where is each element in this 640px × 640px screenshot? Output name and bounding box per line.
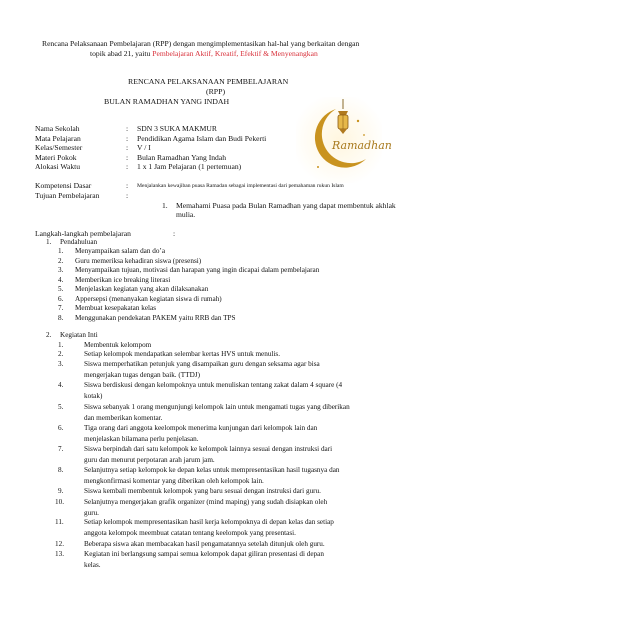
kegiatan-inti-item-num: 4. [58,381,64,389]
pendahuluan-item: Menggunakan pendekatan PAKEM yaitu RRB dan TPS [75,313,236,322]
document-title: RENCANA PELAKSANAAN PEMBELAJARAN [128,77,289,86]
info-colon: : [126,152,129,162]
kegiatan-inti-item-line: mengkonfirmasi komentar yang diberikan oleh kelompok lain. [84,476,264,485]
tujuan-item-line-1: Memahami Puasa pada Bulan Ramadhan yang dapat membentuk akhlak [176,201,396,210]
kegiatan-inti-item-num: 10. [55,498,64,506]
info-colon: : [126,143,129,153]
pendahuluan-item-num: 7. [58,304,64,312]
langkah-colon: : [173,229,176,238]
kegiatan-inti-item-line: menjelaskan bilamana perlu penjelasan. [84,434,199,443]
langkah-label: Langkah-langkah pembelajaran [35,229,131,238]
kompetensi-value: Menjalankan kewajiban puasa Ramadan sebagai implementasi dari pemahaman rukun Islam [137,183,344,189]
kegiatan-inti-item-line: mengerjakan tugas dengan baik. (TTDJ) [84,370,200,379]
kegiatan-inti-item-num: 6. [58,424,64,432]
kegiatan-inti-item-line: Membentuk kelompom [84,341,152,349]
kegiatan-inti-item-num: 1. [58,341,64,349]
pendahuluan-item: Memberikan ice breaking literasi [75,275,171,284]
pendahuluan-title: Pendahuluan [60,238,98,246]
tujuan-colon: : [126,191,129,200]
pendahuluan-item-num: 8. [58,313,64,322]
pendahuluan-item-num: 4. [58,275,64,284]
kegiatan-inti-item-num: 5. [58,403,64,411]
intro-line-1: Rencana Pelaksanaan Pembelajaran (RPP) dengan mengimplementasikan hal-hal yang berkaitan dengan [42,39,360,48]
info-label: Mata Pelajaran [35,133,81,143]
info-label: Nama Sekolah [35,124,80,133]
kegiatan-inti-item-num: 11. [55,518,64,526]
kegiatan-inti-item-num: 8. [58,466,64,474]
pendahuluan-item: Menyampaikan tujuan, motivasi dan harapan yang ingin dicapai dalam pembelajaran [75,266,320,274]
kegiatan-inti-num: 2. [46,331,52,339]
kegiatan-inti-item-line: Kegiatan ini berlangsung sampai semua kelompok dapat giliran presentasi di depan [84,550,324,558]
kegiatan-inti-item-num: 9. [58,487,64,495]
pendahuluan-item: Menyampaikan salam dan do’a [75,247,166,255]
tujuan-item-line-2: mulia. [176,210,196,219]
kegiatan-inti-item-line: guru dan menurut perpotaran arah jarum jam. [84,455,215,464]
kegiatan-inti-item-line: Selanjutnya mengerjakan grafik organizer (mind maping) yang sudah disiapkan oleh [84,498,328,506]
intro-line-2 [90,49,318,60]
pendahuluan-item-num: 1. [58,247,64,255]
info-colon: : [126,133,129,143]
kegiatan-inti-item-num: 13. [55,550,64,558]
pendahuluan-item-num: 3. [58,266,64,274]
info-value: SDN 3 SUKA MAKMUR [137,124,217,133]
document-title-rpp: (RPP) [206,87,226,96]
tujuan-item-num: 1. [162,201,168,210]
kegiatan-inti-item-line: Siswa berdiskusi dengan kelompoknya untuk menuliskan tentang zakat dalam 4 square (4 [84,381,343,389]
pendahuluan-item-num: 6. [58,294,64,303]
kegiatan-inti-item-line: Siswa berpindah dari satu kelompok ke kelompok lainnya sesuai dengan instruksi dari [84,445,333,453]
kegiatan-inti-item-line: anggota kelompok meembuat catatan tentang keelompok yang presentasi. [84,528,296,537]
kegiatan-inti-item-line: Setiap kelompok mendapatkan selembar kertas HVS untuk menulis. [84,350,281,358]
pendahuluan-item-num: 2. [58,256,64,265]
info-label: Materi Pokok [35,152,77,162]
kegiatan-inti-item-line: Tiga orang dari anggota keelompok menerima kunjungan dari kelompok lain dan [84,424,318,432]
pendahuluan-item: Membuat kesepakatan kelas [75,304,157,312]
pendahuluan-item: Appersepsi (menanyakan kegiatan siswa di rumah) [75,294,222,303]
info-value: Pendidikan Agama Islam dan Budi Pekerti [137,133,267,143]
kegiatan-inti-item-line: Siswa sebanyak 1 orang mengunjungi kelompok lain untuk mengamati tugas yang diberikan [84,403,350,411]
info-colon: : [126,124,129,133]
kegiatan-inti-item-line: Beberapa siswa akan membacakan hasil pengamatannya setelah ditunjuk oleh guru. [84,540,325,548]
kompetensi-colon: : [126,181,129,190]
info-value: V / I [137,143,151,153]
pendahuluan-item: Menjelaskan kegiatan yang akan dilaksanakan [75,285,209,293]
tujuan-label: Tujuan Pembelajaran [35,191,100,200]
kegiatan-inti-item-line: kelas. [84,560,101,569]
kegiatan-inti-title: Kegiatan Inti [60,331,98,339]
ramadan-logo [296,97,392,183]
info-value: Bulan Ramadhan Yang Indah [137,152,227,162]
intro-highlight: Pembelajaran Aktif, Kreatif, Efektif & Menyenangkan [152,49,318,58]
pendahuluan-item: Guru memeriksa kehadiran siswa (presensi) [75,256,202,265]
pendahuluan-item-num: 5. [58,285,64,293]
kegiatan-inti-item-line: dan memberikan komentar. [84,413,163,422]
info-value: 1 x 1 Jam Pelajaran (1 pertemuan) [137,162,242,172]
document-subtitle: BULAN RAMADHAN YANG INDAH [104,97,230,106]
kegiatan-inti-item-num: 3. [58,360,64,368]
kegiatan-inti-item-line: kotak) [84,391,103,400]
kegiatan-inti-item-num: 7. [58,445,64,453]
kegiatan-inti-item-line: Siswa memperhatikan petunjuk yang disampaikan guru dengan seksama agar bisa [84,360,320,368]
ramadan-logo-text: Ramadhan [332,139,392,152]
info-colon: : [126,162,129,172]
info-label: Alokasi Waktu [35,162,81,172]
kegiatan-inti-item-num: 12. [55,540,64,548]
kegiatan-inti-item-line: Selanjutnya setiap kelompok ke depan kelas untuk mempresentasikan hasil tugasnya dan [84,466,340,474]
intro-prefix: topik abad 21, yaitu [90,49,153,58]
info-label: Kelas/Semester [35,143,83,153]
kegiatan-inti-item-num: 2. [58,350,64,358]
kegiatan-inti-item-line: Siswa kembali membentuk kelompok yang baru sesuai dengan instruksi dari guru. [84,487,321,495]
pendahuluan-num: 1. [46,238,52,246]
kegiatan-inti-item-line: Setiap kelompok mempresentasikan hasil kerja kelompoknya di depan kelas dan setiap [84,518,334,526]
kegiatan-inti-item-line: guru. [84,508,99,517]
kompetensi-label: Kompetensi Dasar [35,181,92,190]
